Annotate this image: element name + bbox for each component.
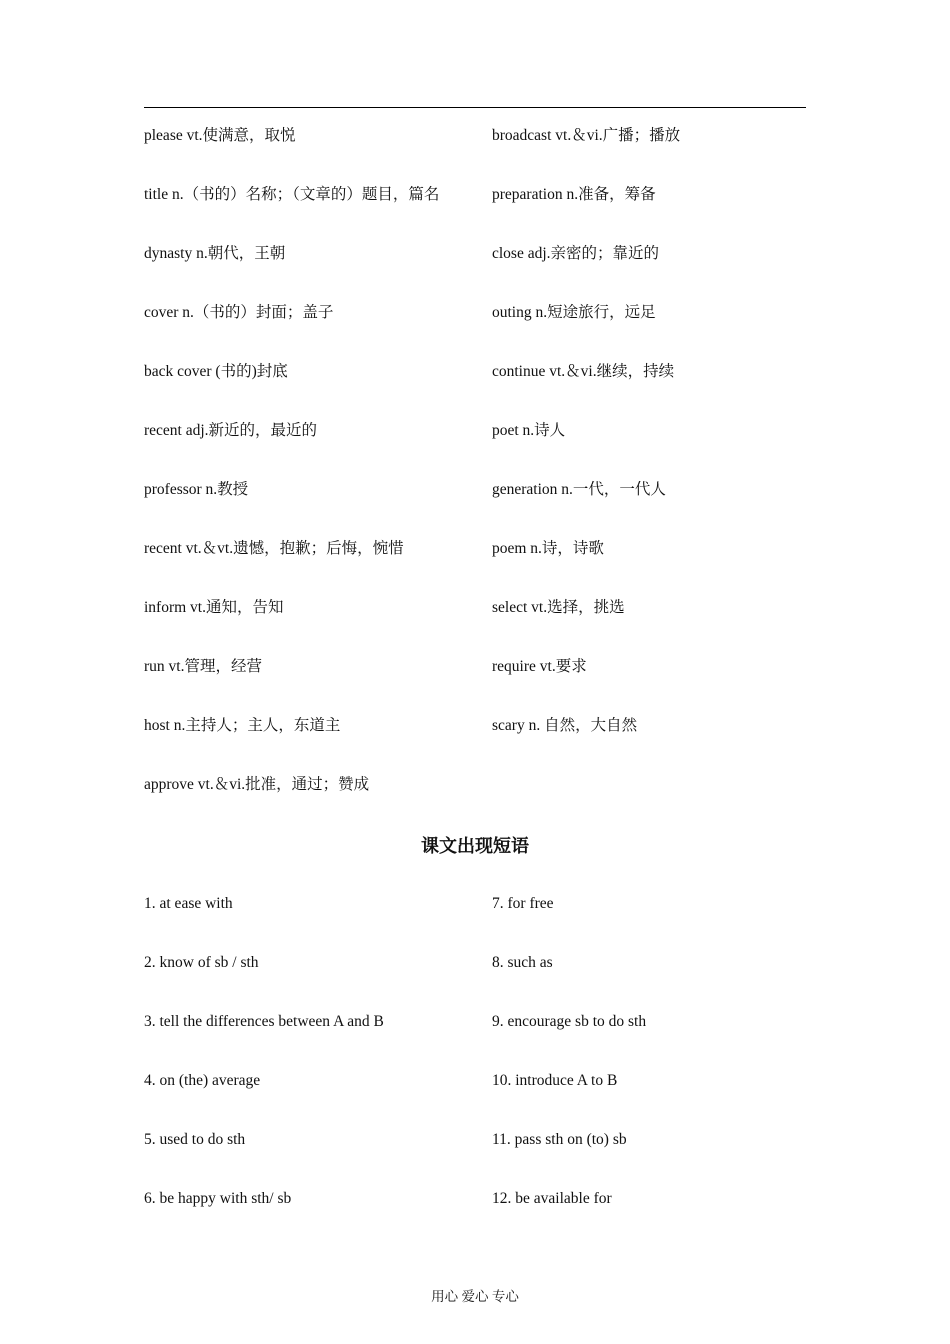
vocab-item: approve vt.＆vi.批准，通过；赞成: [144, 776, 370, 793]
vocab-item: dynasty n.朝代，王朝: [144, 245, 286, 262]
vocab-item: title n.（书的）名称；（文章的）题目，篇名: [144, 186, 440, 203]
phrase-item: 12. be available for: [492, 1190, 612, 1207]
vocab-item: continue vt.＆vi.继续，持续: [492, 363, 675, 380]
top-rule: [144, 107, 806, 108]
vocab-item: require vt.要求: [492, 658, 587, 675]
phrase-item: 5. used to do sth: [144, 1131, 246, 1148]
phrases-list: [144, 894, 806, 1248]
vocab-item: close adj.亲密的；靠近的: [492, 245, 660, 262]
phrase-item: 1. at ease with: [144, 895, 233, 912]
vocab-item: run vt.管理，经营: [144, 658, 262, 675]
vocab-item: scary n. 自然，大自然: [492, 717, 638, 734]
vocab-item: back cover (书的)封底: [144, 363, 288, 380]
vocab-item: poem n.诗，诗歌: [492, 540, 604, 557]
vocab-item: inform vt.通知，告知: [144, 599, 284, 616]
phrase-item: 3. tell the differences between A and B: [144, 1013, 384, 1030]
vocab-item: recent adj.新近的，最近的: [144, 422, 318, 439]
page-footer: 用心 爱心 专心: [431, 1289, 519, 1304]
vocab-item: broadcast vt.＆vi.广播；播放: [492, 127, 681, 144]
phrase-item: 10. introduce A to B: [492, 1072, 618, 1089]
vocab-item: please vt.使满意，取悦: [144, 127, 296, 144]
phrase-item: 9. encourage sb to do sth: [492, 1013, 647, 1030]
phrase-item: 11. pass sth on (to) sb: [492, 1131, 627, 1148]
vocab-item: cover n.（书的）封面；盖子: [144, 304, 334, 321]
vocab-item: professor n.教授: [144, 481, 249, 498]
phrases-section-title: 课文出现短语: [421, 836, 529, 856]
vocab-item: generation n.一代，一代人: [492, 481, 666, 498]
vocabulary-list: [144, 126, 806, 834]
phrase-item: 7. for free: [492, 895, 554, 912]
vocab-item: select vt.选择，挑选: [492, 599, 625, 616]
phrase-item: 8. such as: [492, 954, 553, 971]
phrase-item: 6. be happy with sth/ sb: [144, 1190, 292, 1207]
vocab-item: recent vt.＆vt.遗憾，抱歉；后悔，惋惜: [144, 540, 404, 557]
vocab-item: preparation n.准备，筹备: [492, 186, 656, 203]
phrase-item: 4. on (the) average: [144, 1072, 261, 1089]
phrase-item: 2. know of sb / sth: [144, 954, 259, 971]
vocab-item: outing n.短途旅行，远足: [492, 304, 656, 321]
vocab-item: poet n.诗人: [492, 422, 566, 439]
vocab-item: host n.主持人；主人，东道主: [144, 717, 341, 734]
